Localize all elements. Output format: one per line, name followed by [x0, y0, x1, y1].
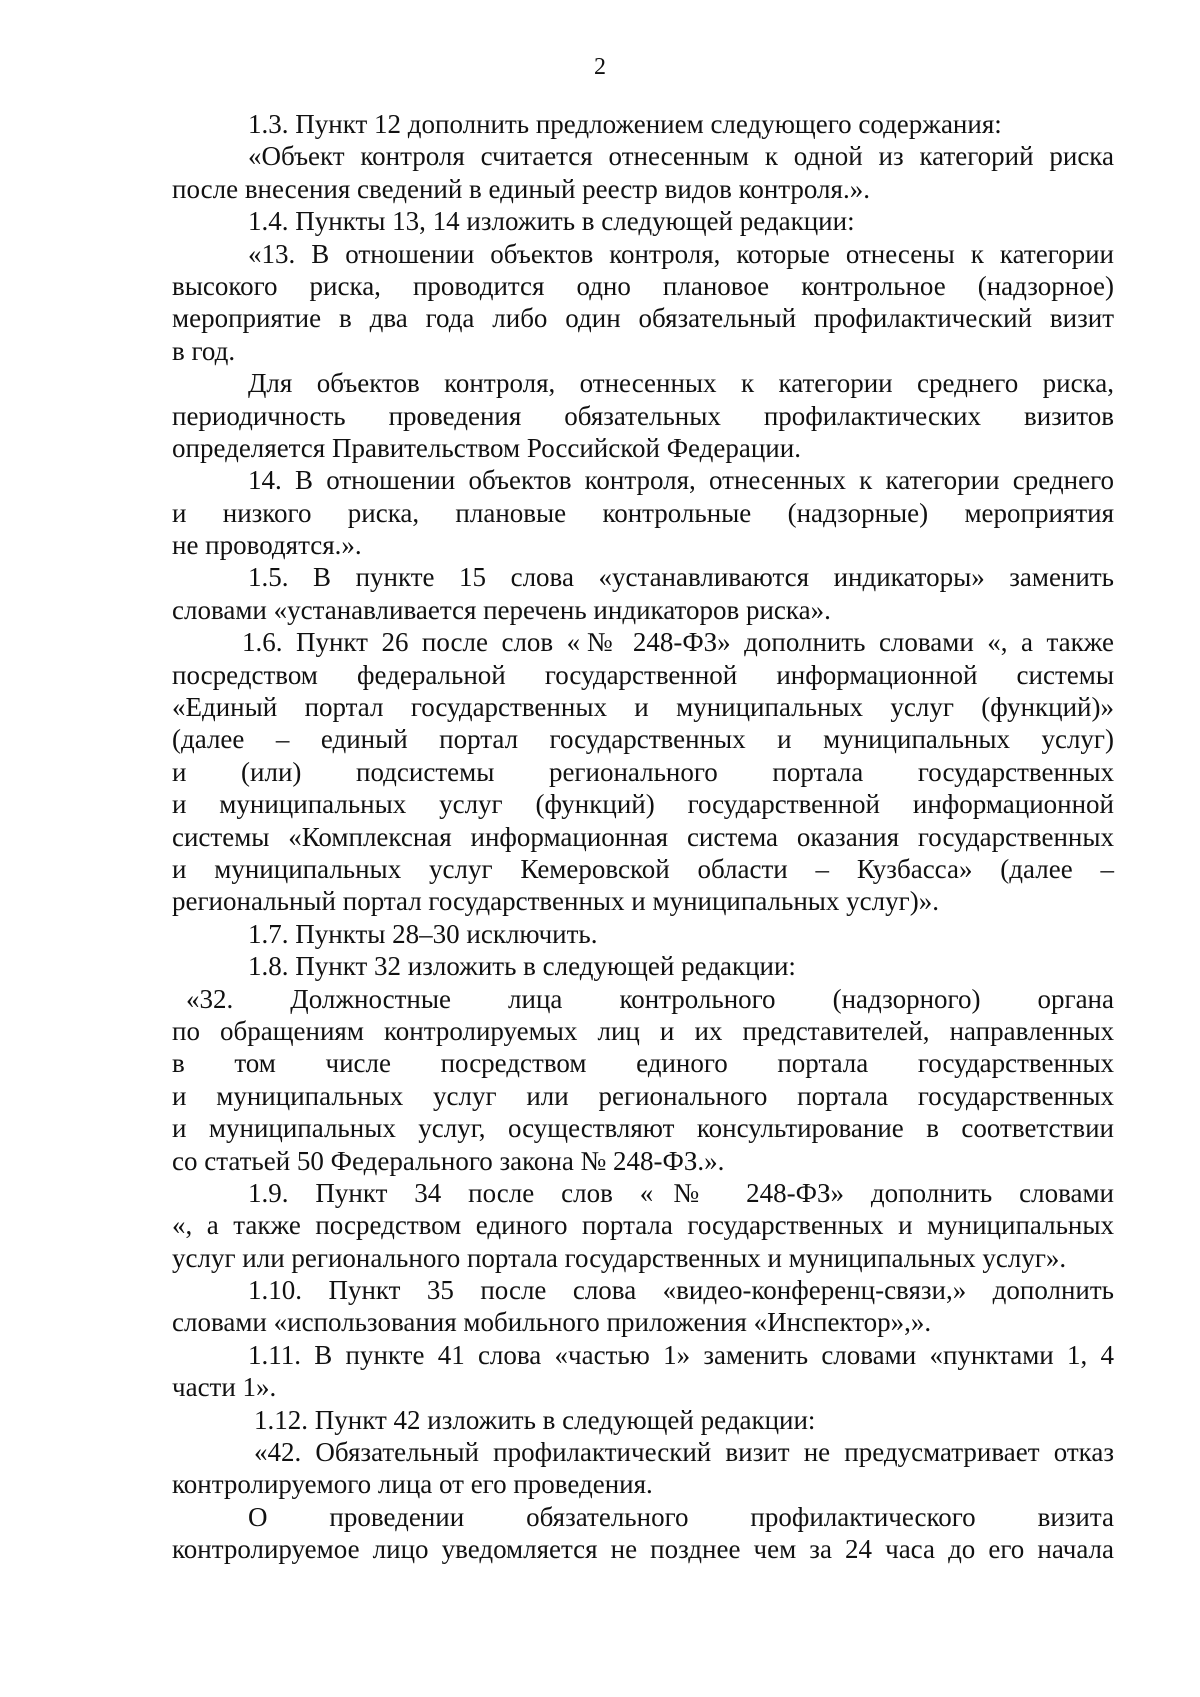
- text-line: не проводятся.».: [172, 530, 362, 561]
- text-line: региональный портал государственных и муниципальных услуг)».: [172, 886, 939, 917]
- text-line: контролируемого лица от его проведения.: [172, 1469, 653, 1500]
- text-line: и низкого риска, плановые контрольные (надзорные) мероприятия: [172, 497, 1114, 528]
- document-body: [172, 108, 1114, 1566]
- text-line: словами «устанавливается перечень индикаторов риска».: [172, 594, 831, 625]
- paragraph-p1-9: [172, 1177, 1114, 1274]
- text-line: мероприятие в два года либо один обязательный профилактический визит: [172, 303, 1114, 334]
- paragraph-p1-12: [172, 1404, 1114, 1436]
- paragraph-p1-3-quote: [172, 140, 1114, 205]
- text-line: «32. Должностные лица контрольного (надзорного) органа: [186, 983, 1114, 1014]
- text-line: со статьей 50 Федерального закона № 248-ФЗ.».: [172, 1145, 725, 1176]
- text-line: высокого риска, проводится одно плановое контрольное (надзорное): [172, 270, 1114, 301]
- paragraph-p13: [172, 238, 1114, 368]
- text-line: 1.8. Пункт 32 изложить в следующей редакции:: [248, 951, 796, 982]
- text-line: и муниципальных услуг, осуществляют консультирование в соответствии: [172, 1113, 1114, 1144]
- text-line: определяется Правительством Российской Федерации.: [172, 432, 801, 463]
- text-line: Для объектов контроля, отнесенных к категории среднего риска,: [248, 368, 1114, 399]
- paragraph-p1-7: [172, 918, 1114, 950]
- text-line: после внесения сведений в единый реестр видов контроля.».: [172, 173, 870, 204]
- text-line: посредством федеральной государственной информационной системы: [172, 659, 1114, 690]
- text-line: 1.3. Пункт 12 дополнить предложением следующего содержания:: [248, 109, 1002, 139]
- text-line: «, а также посредством единого портала государственных и муниципальных: [172, 1210, 1114, 1241]
- text-line: 1.4. Пункты 13, 14 изложить в следующей редакции:: [248, 206, 855, 237]
- text-line: периодичность проведения обязательных профилактических визитов: [172, 400, 1114, 431]
- paragraph-p32: [172, 983, 1114, 1177]
- paragraph-p42: [172, 1436, 1114, 1501]
- text-line: части 1».: [172, 1372, 277, 1403]
- text-line: системы «Комплексная информационная система оказания государственных: [172, 821, 1114, 852]
- paragraph-p1-8: [172, 950, 1114, 982]
- text-line: «42. Обязательный профилактический визит не предусматривает отказ: [254, 1437, 1114, 1468]
- text-line: в том числе посредством единого портала государственных: [172, 1048, 1114, 1079]
- text-line: и муниципальных услуг или регионального портала государственных: [172, 1080, 1114, 1111]
- text-line: 1.12. Пункт 42 изложить в следующей редакции:: [254, 1404, 816, 1435]
- paragraph-p1-10: [172, 1274, 1114, 1339]
- text-line: 1.7. Пункты 28–30 исключить.: [248, 918, 598, 949]
- text-line: по обращениям контролируемых лиц и их представителей, направленных: [172, 1015, 1114, 1046]
- text-line: (далее – единый портал государственных и муниципальных услуг): [172, 724, 1114, 755]
- paragraph-p1-4: [172, 205, 1114, 237]
- text-line: 1.9. Пункт 34 после слов «№ 248-ФЗ» дополнить словами: [248, 1177, 1114, 1208]
- text-line: словами «использования мобильного приложения «Инспектор»,».: [172, 1307, 932, 1338]
- text-line: 1.5. В пункте 15 слова «устанавливаются индикаторы» заменить: [248, 562, 1114, 593]
- text-line: 1.6. Пункт 26 после слов «№ 248-ФЗ» дополнить словами «, а также: [242, 627, 1114, 658]
- text-line: 1.11. В пункте 41 слова «частью 1» заменить словами «пунктами 1, 4: [248, 1339, 1114, 1370]
- page-number: 2: [594, 54, 606, 80]
- paragraph-p13-2: [172, 367, 1114, 464]
- paragraph-p14: [172, 464, 1114, 561]
- paragraph-p1-5: [172, 561, 1114, 626]
- text-line: в год.: [172, 335, 236, 366]
- text-line: и (или) подсистемы регионального портала государственных: [172, 756, 1114, 787]
- text-line: услуг или регионального портала государственных и муниципальных услуг».: [172, 1242, 1067, 1273]
- text-line: 1.10. Пункт 35 после слова «видео-конференц-связи,» дополнить: [248, 1275, 1114, 1306]
- text-line: и муниципальных услуг Кемеровской области – Кузбасса» (далее –: [172, 853, 1114, 884]
- paragraph-p42-2: [172, 1501, 1114, 1566]
- text-line: контролируемое лицо уведомляется не позднее чем за 24 часа до его начала: [172, 1534, 1114, 1565]
- text-line: О проведении обязательного профилактического визита: [248, 1501, 1114, 1532]
- paragraph-p1-6: [172, 626, 1114, 918]
- text-line: и муниципальных услуг (функций) государственной информационной: [172, 789, 1114, 820]
- text-line: «13. В отношении объектов контроля, которые отнесены к категории: [248, 238, 1114, 269]
- text-line: «Единый портал государственных и муниципальных услуг (функций)»: [172, 692, 1114, 723]
- text-line: «Объект контроля считается отнесенным к одной из категорий риска: [248, 141, 1114, 172]
- paragraph-p1-11: [172, 1339, 1114, 1404]
- paragraph-p1-3: [172, 108, 1114, 140]
- text-line: 14. В отношении объектов контроля, отнесенных к категории среднего: [248, 465, 1114, 496]
